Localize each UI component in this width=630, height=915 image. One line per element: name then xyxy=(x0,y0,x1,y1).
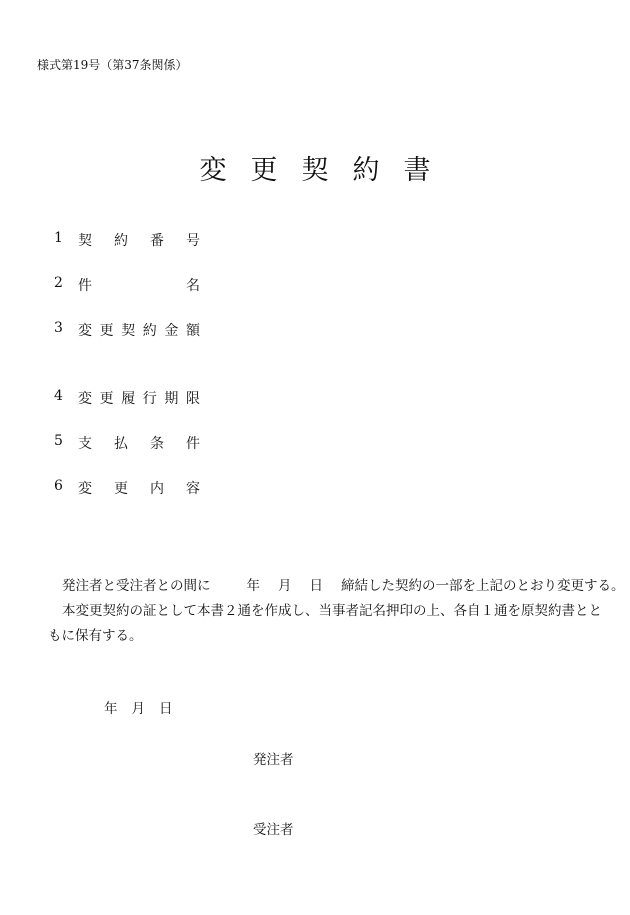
item-number: 3 xyxy=(54,320,63,336)
item-number: 1 xyxy=(54,230,63,246)
label-char: 更 xyxy=(99,323,114,339)
item-number: 2 xyxy=(54,275,63,291)
label-char: 行 xyxy=(142,391,157,407)
label-char: 約 xyxy=(114,233,128,249)
item-label xyxy=(78,478,200,498)
year-label: 年 xyxy=(246,578,260,594)
label-char: 条 xyxy=(150,436,164,452)
item-label xyxy=(78,388,200,408)
label-char: 限 xyxy=(185,391,200,407)
item-number: 4 xyxy=(54,388,63,404)
label-char: 変 xyxy=(78,323,92,339)
label-char: 契 xyxy=(121,323,136,339)
day-label: 日 xyxy=(309,578,323,594)
orderer-label: 発注者 xyxy=(253,752,294,768)
item-label xyxy=(78,433,200,453)
label-char: 期 xyxy=(164,391,179,407)
label-char: 更 xyxy=(114,481,128,497)
label-char: 更 xyxy=(99,391,114,407)
paragraph-copies: 本変更契約の証として本書２通を作成し、当事者記名押印の上、各自１通を原契約書とともに保有する。 xyxy=(48,603,602,644)
label-char: 約 xyxy=(142,323,157,339)
label-char: 容 xyxy=(186,481,200,497)
contractor-label: 受注者 xyxy=(253,822,294,838)
label-char: 履 xyxy=(121,391,136,407)
label-char: 番 xyxy=(150,233,164,249)
day-label: 日 xyxy=(159,701,173,717)
month-label: 月 xyxy=(278,578,292,594)
label-char: 号 xyxy=(186,233,200,249)
item-number: 6 xyxy=(54,478,63,494)
document-title: 変更契約書 xyxy=(199,155,455,186)
label-char: 件 xyxy=(78,278,92,294)
month-label: 月 xyxy=(131,701,145,717)
item-number: 5 xyxy=(54,433,63,449)
label-char: 変 xyxy=(78,481,92,497)
label-char: 支 xyxy=(78,436,92,452)
label-char: 金 xyxy=(164,323,179,339)
paragraph-tail: 締結した契約の一部を上記のとおり変更する。 xyxy=(341,578,625,594)
label-char: 名 xyxy=(186,278,200,294)
signing-date xyxy=(104,697,173,717)
label-char: 件 xyxy=(186,436,200,452)
label-char: 契 xyxy=(78,233,92,249)
label-char: 変 xyxy=(78,391,92,407)
item-label xyxy=(78,230,200,250)
item-label xyxy=(78,320,200,340)
label-char: 払 xyxy=(114,436,128,452)
label-char: 額 xyxy=(185,323,200,339)
item-label xyxy=(78,275,200,295)
label-char: 内 xyxy=(150,481,164,497)
year-label: 年 xyxy=(104,701,118,717)
paragraph-lead: 発注者と受注者との間に xyxy=(62,578,211,594)
body-text xyxy=(48,574,625,649)
form-number: 様式第19号（第37条関係） xyxy=(37,58,188,72)
paragraph-agreement xyxy=(48,574,625,599)
